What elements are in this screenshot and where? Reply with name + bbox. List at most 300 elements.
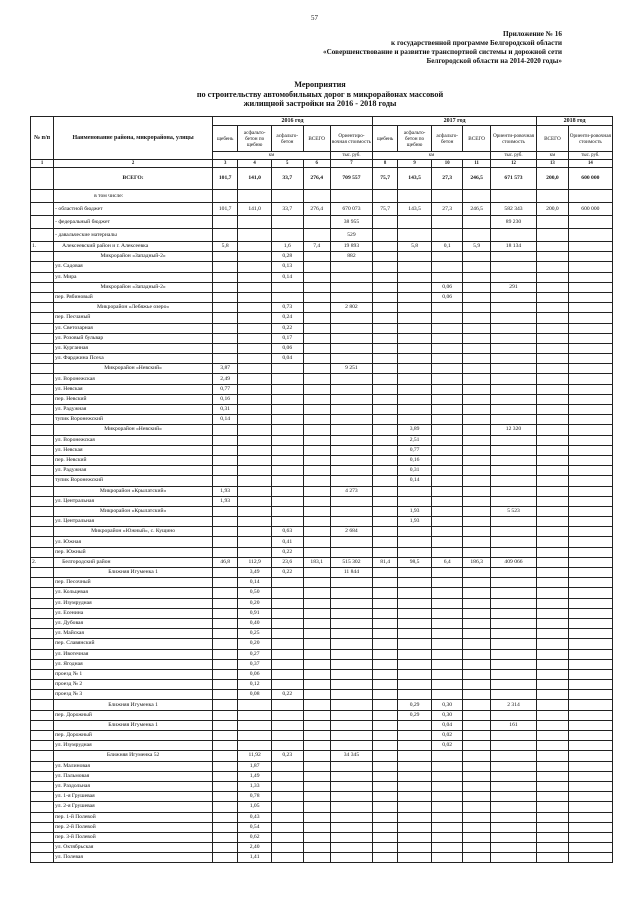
row-value bbox=[568, 496, 612, 506]
row-value bbox=[398, 384, 432, 394]
row-value bbox=[271, 292, 303, 302]
row-value bbox=[537, 832, 569, 842]
row-value: 0,28 bbox=[271, 252, 303, 262]
row-name: пер. Южный bbox=[54, 547, 213, 557]
row-value bbox=[303, 303, 330, 313]
row-value bbox=[330, 588, 372, 598]
row-number bbox=[31, 517, 54, 527]
row-value: 2 684 bbox=[330, 527, 372, 537]
street-row bbox=[31, 313, 613, 323]
row-value bbox=[398, 394, 432, 404]
row-value bbox=[537, 415, 569, 425]
row-value bbox=[271, 781, 303, 791]
row-value bbox=[271, 496, 303, 506]
row-value bbox=[373, 832, 398, 842]
row-name: пер. Дорожный bbox=[54, 710, 213, 720]
row-value bbox=[213, 853, 238, 863]
row-value bbox=[537, 802, 569, 812]
row-value bbox=[373, 680, 398, 690]
row-value bbox=[431, 333, 463, 343]
row-value bbox=[330, 190, 372, 203]
row-value bbox=[213, 517, 238, 527]
row-value bbox=[463, 822, 490, 832]
column-number: 4 bbox=[238, 160, 272, 168]
row-value: 0,22 bbox=[271, 690, 303, 700]
row-name: тупик Воронежский bbox=[54, 415, 213, 425]
row-value: 0,02 bbox=[431, 731, 463, 741]
row-value bbox=[303, 853, 330, 863]
row-value bbox=[463, 598, 490, 608]
row-value bbox=[398, 262, 432, 272]
row-value bbox=[303, 190, 330, 203]
row-name: ул. Ивотечная bbox=[54, 649, 213, 659]
row-value bbox=[213, 598, 238, 608]
row-value bbox=[373, 761, 398, 771]
row-value bbox=[271, 506, 303, 516]
row-value bbox=[238, 731, 272, 741]
row-value bbox=[330, 476, 372, 486]
row-value bbox=[303, 568, 330, 578]
row-value bbox=[303, 272, 330, 282]
row-value bbox=[373, 618, 398, 628]
row-value bbox=[537, 792, 569, 802]
row-value bbox=[537, 618, 569, 628]
row-value bbox=[303, 629, 330, 639]
row-value bbox=[373, 415, 398, 425]
row-name: Микрорайон «Южный», с. Кущино bbox=[54, 527, 213, 537]
row-number bbox=[31, 354, 54, 364]
street-row bbox=[31, 537, 613, 547]
row-value bbox=[537, 496, 569, 506]
row-name: Белгородский район bbox=[54, 557, 213, 567]
row-value bbox=[330, 781, 372, 791]
row-value bbox=[568, 242, 612, 252]
row-value bbox=[431, 568, 463, 578]
row-value bbox=[568, 680, 612, 690]
row-value bbox=[568, 282, 612, 292]
row-value bbox=[568, 272, 612, 282]
row-value bbox=[463, 229, 490, 242]
row-value bbox=[463, 700, 490, 710]
row-value bbox=[463, 741, 490, 751]
street-row bbox=[31, 292, 613, 302]
row-value: 1,41 bbox=[238, 853, 272, 863]
row-value: 582 343 bbox=[490, 203, 536, 216]
row-value bbox=[490, 669, 536, 679]
row-value bbox=[373, 822, 398, 832]
row-value bbox=[537, 229, 569, 242]
street-row bbox=[31, 822, 613, 832]
row-name: ул. Ягодная bbox=[54, 659, 213, 669]
row-value: 11,92 bbox=[238, 751, 272, 761]
street-row bbox=[31, 323, 613, 333]
row-value bbox=[398, 486, 432, 496]
row-value bbox=[490, 741, 536, 751]
row-value bbox=[303, 216, 330, 229]
row-value bbox=[271, 618, 303, 628]
header-gravel: щебень bbox=[373, 126, 398, 152]
column-number: 2 bbox=[54, 160, 213, 168]
row-value: 600 000 bbox=[568, 203, 612, 216]
row-number bbox=[31, 415, 54, 425]
row-value bbox=[373, 466, 398, 476]
row-value bbox=[568, 229, 612, 242]
row-value bbox=[398, 537, 432, 547]
row-value: 4 273 bbox=[330, 486, 372, 496]
row-value bbox=[568, 313, 612, 323]
row-value bbox=[238, 466, 272, 476]
row-value bbox=[213, 190, 238, 203]
row-value bbox=[431, 822, 463, 832]
row-value bbox=[463, 323, 490, 333]
row-value bbox=[463, 364, 490, 374]
row-value bbox=[537, 303, 569, 313]
row-value bbox=[490, 394, 536, 404]
row-value bbox=[568, 252, 612, 262]
row-value bbox=[238, 323, 272, 333]
row-value bbox=[398, 812, 432, 822]
row-value bbox=[213, 710, 238, 720]
row-value: 291 bbox=[490, 282, 536, 292]
row-value bbox=[568, 731, 612, 741]
row-value bbox=[463, 303, 490, 313]
row-value bbox=[537, 741, 569, 751]
street-row bbox=[31, 405, 613, 415]
row-value bbox=[213, 292, 238, 302]
header-gravel: щебень bbox=[213, 126, 238, 152]
row-value bbox=[463, 690, 490, 700]
row-value bbox=[213, 700, 238, 710]
column-number: 1 bbox=[31, 160, 54, 168]
row-value bbox=[537, 216, 569, 229]
unit-rub-2018: тыс. руб. bbox=[568, 152, 612, 160]
row-value bbox=[431, 680, 463, 690]
row-value bbox=[303, 517, 330, 527]
row-value bbox=[490, 771, 536, 781]
row-value bbox=[463, 731, 490, 741]
row-value bbox=[537, 445, 569, 455]
row-value bbox=[303, 659, 330, 669]
row-value bbox=[490, 333, 536, 343]
row-value bbox=[463, 588, 490, 598]
row-value bbox=[271, 476, 303, 486]
column-number: 11 bbox=[463, 160, 490, 168]
row-name: ул. Полевая bbox=[54, 853, 213, 863]
row-value bbox=[463, 252, 490, 262]
street-row bbox=[31, 435, 613, 445]
street-row bbox=[31, 466, 613, 476]
row-name: пер. 1-й Полевой bbox=[54, 812, 213, 822]
row-value bbox=[238, 252, 272, 262]
row-name: пер. 3-й Полевой bbox=[54, 832, 213, 842]
row-value bbox=[431, 343, 463, 353]
row-value bbox=[490, 486, 536, 496]
row-value bbox=[238, 343, 272, 353]
row-value bbox=[537, 527, 569, 537]
row-value bbox=[463, 292, 490, 302]
street-row bbox=[31, 639, 613, 649]
row-value bbox=[537, 578, 569, 588]
header-cost: Ориенти-ровочная стоимость bbox=[490, 126, 536, 152]
title-line: жилищной застройки на 2016 - 2018 годы bbox=[243, 99, 397, 108]
row-name: в том числе: bbox=[54, 190, 213, 203]
row-value bbox=[213, 792, 238, 802]
roads-table bbox=[30, 116, 613, 863]
row-value bbox=[537, 588, 569, 598]
row-value bbox=[373, 323, 398, 333]
row-name: ул. Изумрудная bbox=[54, 598, 213, 608]
row-value: 0,43 bbox=[238, 812, 272, 822]
row-value bbox=[537, 537, 569, 547]
row-value bbox=[238, 476, 272, 486]
row-value bbox=[490, 761, 536, 771]
row-value bbox=[303, 588, 330, 598]
row-value bbox=[373, 455, 398, 465]
row-value bbox=[271, 216, 303, 229]
district-row bbox=[31, 557, 613, 567]
row-value bbox=[213, 843, 238, 853]
row-value bbox=[490, 272, 536, 282]
row-value: 1,93 bbox=[213, 496, 238, 506]
row-value: 101,7 bbox=[213, 203, 238, 216]
row-value bbox=[463, 812, 490, 822]
row-value bbox=[373, 252, 398, 262]
row-number bbox=[31, 168, 54, 190]
row-name: ул. Южная bbox=[54, 537, 213, 547]
row-value: 5 523 bbox=[490, 506, 536, 516]
row-value: 6,4 bbox=[431, 557, 463, 567]
row-value bbox=[537, 506, 569, 516]
row-value bbox=[398, 374, 432, 384]
row-number bbox=[31, 690, 54, 700]
row-value bbox=[537, 455, 569, 465]
row-value bbox=[537, 669, 569, 679]
row-number bbox=[31, 394, 54, 404]
row-value bbox=[490, 781, 536, 791]
row-value bbox=[568, 517, 612, 527]
row-value bbox=[537, 394, 569, 404]
row-value bbox=[330, 710, 372, 720]
row-value bbox=[537, 781, 569, 791]
row-value bbox=[373, 537, 398, 547]
row-value bbox=[213, 629, 238, 639]
street-row bbox=[31, 761, 613, 771]
row-value bbox=[537, 476, 569, 486]
row-value bbox=[303, 751, 330, 761]
street-row bbox=[31, 476, 613, 486]
row-value bbox=[398, 354, 432, 364]
row-value bbox=[463, 629, 490, 639]
row-number bbox=[31, 771, 54, 781]
row-value bbox=[303, 455, 330, 465]
row-value bbox=[398, 313, 432, 323]
row-value bbox=[398, 547, 432, 557]
row-value bbox=[373, 578, 398, 588]
row-value bbox=[431, 588, 463, 598]
row-value bbox=[238, 537, 272, 547]
row-value bbox=[568, 700, 612, 710]
row-value bbox=[490, 384, 536, 394]
row-value bbox=[373, 292, 398, 302]
row-value bbox=[373, 771, 398, 781]
row-value bbox=[568, 486, 612, 496]
row-value: 0,17 bbox=[271, 333, 303, 343]
row-value: 5,8 bbox=[398, 242, 432, 252]
row-value bbox=[398, 629, 432, 639]
row-value: 0,06 bbox=[271, 343, 303, 353]
row-value bbox=[271, 588, 303, 598]
row-value bbox=[238, 292, 272, 302]
row-value bbox=[431, 832, 463, 842]
row-value bbox=[431, 690, 463, 700]
row-value bbox=[303, 405, 330, 415]
street-row bbox=[31, 731, 613, 741]
row-name: пер. 2-й Полевой bbox=[54, 822, 213, 832]
row-value: 0,14 bbox=[213, 415, 238, 425]
header-cost-2018: Ориенти-ровочная стоимость bbox=[568, 126, 612, 152]
row-value bbox=[537, 252, 569, 262]
row-value bbox=[271, 405, 303, 415]
row-value bbox=[490, 659, 536, 669]
row-value bbox=[537, 292, 569, 302]
row-value bbox=[490, 262, 536, 272]
row-value: 276,4 bbox=[303, 203, 330, 216]
row-name: - федеральный бюджет bbox=[54, 216, 213, 229]
row-number bbox=[31, 445, 54, 455]
row-value: 200,0 bbox=[537, 203, 569, 216]
row-value: 0,22 bbox=[271, 568, 303, 578]
row-value bbox=[373, 354, 398, 364]
row-value bbox=[398, 578, 432, 588]
row-value bbox=[213, 466, 238, 476]
row-value: 1,6 bbox=[271, 242, 303, 252]
row-value bbox=[303, 229, 330, 242]
row-value bbox=[238, 384, 272, 394]
row-value bbox=[490, 354, 536, 364]
row-value bbox=[490, 292, 536, 302]
row-value bbox=[568, 445, 612, 455]
row-value bbox=[271, 517, 303, 527]
row-value bbox=[271, 832, 303, 842]
row-value bbox=[431, 476, 463, 486]
row-value bbox=[238, 364, 272, 374]
row-value bbox=[490, 618, 536, 628]
row-value: 0,29 bbox=[398, 710, 432, 720]
row-value: 200,0 bbox=[537, 168, 569, 190]
row-value bbox=[463, 710, 490, 720]
row-value: 3,49 bbox=[238, 568, 272, 578]
row-value bbox=[271, 659, 303, 669]
row-value bbox=[213, 588, 238, 598]
row-value bbox=[568, 822, 612, 832]
row-name: Ближняя Игуменка 1 bbox=[54, 700, 213, 710]
row-value bbox=[330, 282, 372, 292]
microdistrict-row bbox=[31, 486, 613, 496]
row-value bbox=[490, 455, 536, 465]
row-value bbox=[568, 384, 612, 394]
row-value bbox=[330, 547, 372, 557]
page-number: 57 bbox=[311, 14, 318, 22]
street-row bbox=[31, 190, 613, 203]
row-value bbox=[568, 190, 612, 203]
unit-km: км bbox=[373, 152, 491, 160]
row-value: 0,30 bbox=[431, 710, 463, 720]
row-value bbox=[463, 216, 490, 229]
row-value: 2 802 bbox=[330, 303, 372, 313]
row-value bbox=[303, 822, 330, 832]
row-value bbox=[373, 639, 398, 649]
row-value bbox=[213, 659, 238, 669]
row-value bbox=[537, 720, 569, 730]
row-value bbox=[398, 802, 432, 812]
row-value bbox=[373, 435, 398, 445]
row-value bbox=[330, 618, 372, 628]
row-value: 0,31 bbox=[213, 405, 238, 415]
row-value bbox=[463, 394, 490, 404]
row-value bbox=[568, 669, 612, 679]
row-value bbox=[271, 629, 303, 639]
row-value bbox=[330, 262, 372, 272]
row-name: Микрорайон «Невский» bbox=[54, 364, 213, 374]
row-value bbox=[463, 649, 490, 659]
row-value bbox=[238, 272, 272, 282]
row-value: 89 230 bbox=[490, 216, 536, 229]
row-value bbox=[398, 588, 432, 598]
row-value bbox=[463, 282, 490, 292]
row-value bbox=[398, 843, 432, 853]
row-value bbox=[373, 598, 398, 608]
row-value bbox=[303, 669, 330, 679]
row-value: 7,4 bbox=[303, 242, 330, 252]
row-value bbox=[490, 639, 536, 649]
row-value: 1,93 bbox=[213, 486, 238, 496]
row-value bbox=[330, 374, 372, 384]
row-value bbox=[398, 669, 432, 679]
row-value bbox=[373, 792, 398, 802]
row-value bbox=[463, 537, 490, 547]
row-value bbox=[463, 639, 490, 649]
row-value bbox=[537, 568, 569, 578]
row-value bbox=[271, 700, 303, 710]
street-row bbox=[31, 354, 613, 364]
row-value bbox=[271, 578, 303, 588]
row-value bbox=[398, 690, 432, 700]
row-value bbox=[271, 608, 303, 618]
row-value bbox=[431, 374, 463, 384]
row-value bbox=[490, 445, 536, 455]
row-value bbox=[330, 669, 372, 679]
header-total: ВСЕГО bbox=[463, 126, 490, 152]
row-value: 600 000 bbox=[568, 168, 612, 190]
row-number bbox=[31, 272, 54, 282]
row-number bbox=[31, 425, 54, 435]
row-value: 0,40 bbox=[238, 618, 272, 628]
street-row bbox=[31, 690, 613, 700]
row-value: 2,49 bbox=[213, 374, 238, 384]
row-value bbox=[271, 741, 303, 751]
row-value bbox=[431, 608, 463, 618]
row-value: 12 320 bbox=[490, 425, 536, 435]
row-value bbox=[303, 313, 330, 323]
row-value bbox=[238, 425, 272, 435]
row-name: ул. Радужная bbox=[54, 466, 213, 476]
row-value bbox=[303, 292, 330, 302]
row-value bbox=[490, 517, 536, 527]
street-row bbox=[31, 272, 613, 282]
row-value bbox=[238, 229, 272, 242]
row-value bbox=[537, 486, 569, 496]
row-value bbox=[213, 731, 238, 741]
